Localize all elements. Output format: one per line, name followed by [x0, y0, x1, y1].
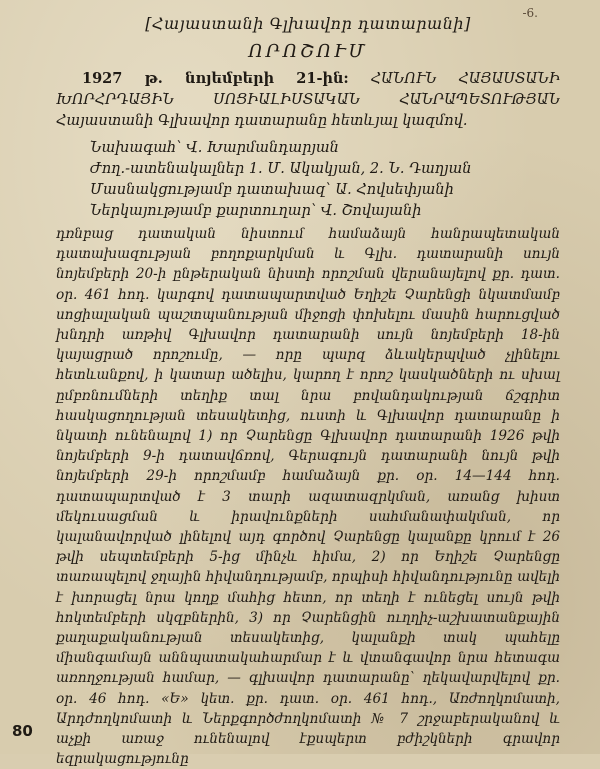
page-number: 80: [12, 722, 33, 740]
composition-chairman: Նախագահ՝ Վ. Խարմանդարյան: [90, 140, 339, 156]
document-header: [Հայաստանի Գլխավոր դատարանի]: [145, 14, 471, 33]
composition-prosecutor: Մասնակցությամբ դատախազ՝ Ա. Հովսեփյանի: [90, 182, 454, 198]
decision-body-text: դռնբաց դատական նիստում համաձայն հանրապետական դատախազության բողոքարկման և Գլխ. դատարանի սույն նոյեմբերի 20-ի ընթերական նիստի որոշման վերանայելով քր. դատ. օր. 461 հոդ. կարգով դատապարտված Եղիշե Չարենցի նկատմամբ սոցիալական պաշտպանության միջոցի փոխելու մասին հարուցված խնդրի առթիվ Գլխավոր դատարանի սույն նոյեմբերի 18-ին կայացրած որոշումը, — որը պարզ ձևակերպված չլինելու հետևանքով, ի կատար ածելիս, կարող է որոշ կասկածների ու սխալ ըմբռնումների տեղիք տալ նրա բովանդակության ճշգրիտ հասկացողության տեսակետից, ուստի և Գլխավոր դատարանը ի նկատի ունենալով 1) որ Չարենցը Գլխավոր դատարանի 1926 թվի նոյեմբերի 9-ի դատավճռով, Գերագույն դատարանի նույն թվի նոյեմբերի 29-ի որոշմամբ համաձայն քր. օր. 14—144 հոդ. դատապարտված է 3 տարի ազատազրկման, առանց խիստ մեկուսացման և իրավունքների սահմանափակման, որ կալանավորված լինելով այդ գործով Չարենցը կալանքը կրում է 26 թվի սեպտեմբերի 5-ից մինչև հիմա, 2) որ Եղիշե Չարենցը տառապելով ջղային հիվանդությամբ, որպիսի հիվանդությունը ավելի է խորացել նրա կողք մահից հետո, որ տեղի է ունեցել սույն թվի հոկտեմբերի սկզբներին, 3) որ Չարենցին ուղղիչ-աշխատանքային քաղաքականության տեսակետից, կալանքի տակ պահելը միանգամայն աննպատակահարմար է և վտանգավոր նրա հետագա առողջության համար, — գլխավոր դատարանը՝ ղեկավարվելով քր. օր. 46 հոդ. «Ե» կետ. քր. դատ. օր. 461 հոդ., Առժողկոմատի, Արդժողկոմատի և Ներքգործժողկոմատի № 7 շրջաբերականով և աչքի առաջ ունենալով էքսպերտ բժիշկների գրավոր եզրակացությունը: [56, 226, 560, 768]
composition-assessors: Ժող.-ատենակալներ 1. Մ. Ակակյան, 2. Ն. Դաղյան: [90, 161, 472, 177]
court-composition-list: [56, 138, 560, 222]
intro-paragraph: [56, 68, 560, 132]
document-title: ՈՐՈՇՈՒՄ: [248, 41, 368, 62]
composition-secretary: Ներկայությամբ քարտուղար՝ Վ. Շովայանի: [90, 203, 422, 219]
intro-date: 1927 թ. նոյեմբերի 21-ին:: [82, 70, 349, 87]
intro-text: ՀԱՆՈՒՆ ՀԱՅԱՍՏԱՆԻ ԽՈՐՀՐԴԱՅԻՆ ՍՈՑԻԱԼԻՍՏԱԿԱՆ ՀԱՆՐԱՊԵՏՈՒԹՅԱՆ Հայաստանի Գլխավոր դատարանը հետևյալ կազմով.: [56, 71, 560, 129]
margin-mark: -6.: [522, 6, 538, 20]
